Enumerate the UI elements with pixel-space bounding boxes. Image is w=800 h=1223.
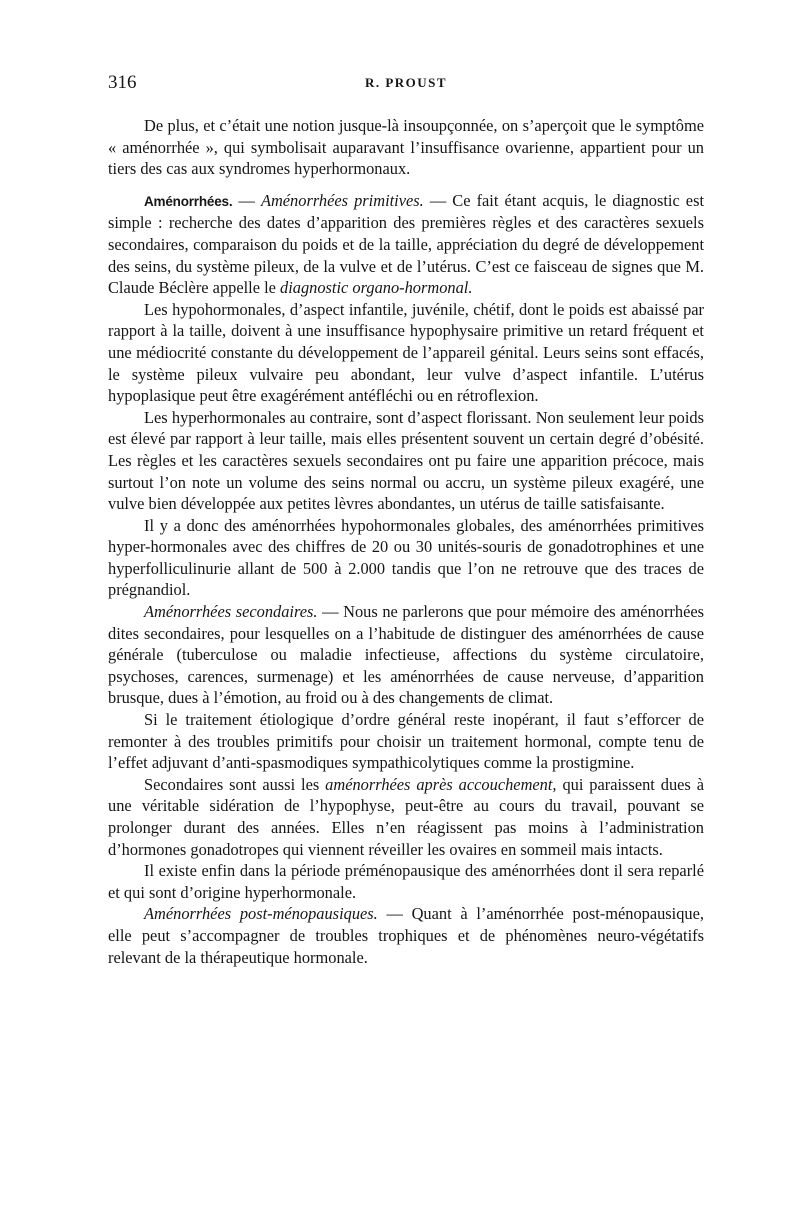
- paragraph-primitive-amenorrhea: Aménorrhées. — Aménorrhées primitives. — Ce fait étant acquis, le diagnostic est simple : recherche des dates d’apparition des premières règles et des caractères sexuels secondaires, comparaison du poids et de la taille, appréciation du degré de développement des seins, du système pileux, de la vulve et de l’utérus. C’est ce faisceau de signes que M. Claude Béclère appelle le diagnostic organo-hormonal.: [108, 190, 705, 298]
- paragraph-premenopausal: Il existe enfin dans la période préménopausique des aménorrhées dont il sera reparlé et qui sont d’origine hyperhormonale.: [108, 861, 704, 902]
- page-header: [108, 72, 704, 96]
- emphasis-postpartum: aménorrhées après accouchement,: [325, 774, 557, 794]
- paragraph-intro: De plus, et c’était une notion jusque-là insoupçonnée, on s’aperçoit que le symptôme « aménorrhée », qui symbolisait auparavant l’insuffisance ovarienne, appartient pour un tiers des cas aux syndromes hyperhormonaux.: [108, 116, 704, 179]
- paragraph-hypohormonal: Les hypohormonales, d’aspect infantile, juvénile, chétif, dont le poids est abaissé par rapport à la taille, doivent à une insuffisance hypophysaire primitive un retard fréquent et une médiocrité constante du développement de l’appareil génital. Leurs seins sont effacés, le système pileux vulvaire peu abondant, leur vulve d’aspect infantile. L’utérus hypoplasique peut être exagérément antéfléchi ou en rétroflexion.: [108, 299, 704, 406]
- page-body: [108, 115, 704, 968]
- running-head: R. PROUST: [364, 75, 448, 90]
- section-heading: Aménorrhées.: [144, 193, 233, 209]
- subsection-title-post-menopausiques: Aménorrhées post-ménopausiques.: [144, 904, 378, 924]
- paragraph-postpartum: Secondaires sont aussi les aménorrhées après accouchement, qui paraissent dues à une véritable sidération de l’hypophyse, peut-être au cours du travail, pouvant se prolonger durant des années. Elles n’en réagissent pas moins à l’administration d’hormones gonadotropes qui viennent réveiller les ovaires en sommeil mais intacts.: [108, 774, 704, 859]
- emphasis-diagnostic: diagnostic organo-hormonal.: [280, 278, 473, 298]
- subsection-title-secondaires: Aménorrhées secondaires.: [144, 602, 318, 622]
- paragraph-summary: Il y a donc des aménorrhées hypohormonales globales, des aménorrhées primitives hyper-hormonales avec des chiffres de 20 ou 30 unités-souris de gonadotrophines et une hyperfolliculinurie allant de 500 à 2.000 tandis que l’on ne retrouve que des traces de prégnandiol.: [108, 515, 704, 600]
- paragraph-treatment: Si le traitement étiologique d’ordre général reste inopérant, il faut s’efforcer de remonter à des troubles primitifs pour choisir un traitement hormonal, compte tenu de l’effet adjuvant d’anti-spasmodiques sympathicolytiques comme la prostigmine.: [108, 710, 704, 773]
- page-number: 316: [108, 72, 137, 93]
- paragraph-hyperhormonal: Les hyperhormonales au contraire, sont d’aspect florissant. Non seulement leur poids est élevé par rapport à leur taille, mais elles présentent souvent un certain degré d’obésité. Les règles et les caractères sexuels secondaires ont pu faire une apparition précoce, mais surtout l’on note un volume des seins normal ou accru, un système pileux exagéré, une vulve bien développée aux petites lèvres abondantes, un utérus de taille satisfaisante.: [108, 407, 704, 514]
- subsection-title-primitives: Aménorrhées primitives.: [260, 190, 424, 210]
- paragraph-secondary-amenorrhea: Aménorrhées secondaires. — Nous ne parlerons que pour mémoire des aménorrhées dites secondaires, pour lesquelles on a l’habitude de distinguer des aménorrhées de cause générale (tuberculose ou maladie infectieuse, affections du système circulatoire, psychoses, carences, surmenage) et les aménorrhées de cause nerveuse, d’apparition brusque, dues à l’émotion, au froid ou à des changements de climat.: [108, 602, 705, 708]
- paragraph-postmenopausal: Aménorrhées post-ménopausiques. — Quant à l’aménorrhée post-ménopausique, elle peut s’accompagner de troubles trophiques et de phénomènes neuro-végétatifs relevant de la thérapeutique hormonale.: [108, 904, 704, 967]
